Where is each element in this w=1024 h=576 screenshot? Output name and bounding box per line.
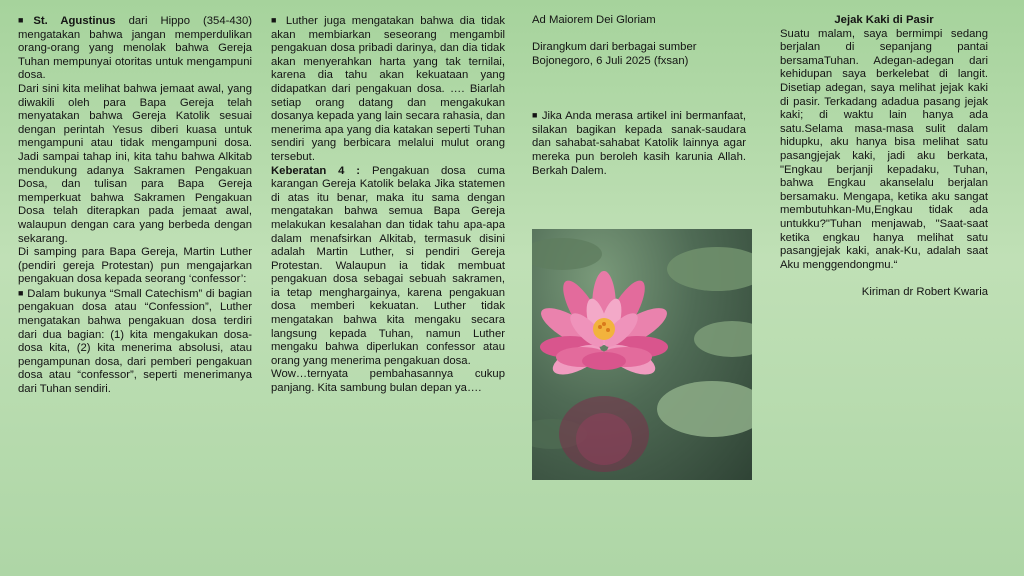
article-column-1 [18, 14, 252, 397]
paragraph-church-fathers: Dari sini kita melihat bahwa jemaat awal, yang diwakili oleh para Bapa Gereja telah menyatakan bahwa Gereja Katolik sesuai dengan perintah Yesus diberi kuasa untuk mengampuni atau tidak mengampuni dosa. Jadi sampai tahap ini, kita tahu bahwa Alkitab mendukung adanya Sakramen Pengakuan Dosa, dan tulisan para Bapa Gereja memperkuat bahwa Sakramen Pengakuan Dosa telah diterapkan pada jemaat awal, walaupun dengan cara yang berbeda dengan sekarang. [18, 82, 252, 245]
story-column [780, 14, 988, 299]
story-credit: Kiriman dr Robert Kwaria [861, 285, 988, 298]
square-bullet-icon: ■ [18, 15, 34, 25]
lotus-flower-photo [532, 229, 752, 480]
story-title: Jejak Kaki di Pasir [834, 14, 934, 26]
place-date: Bojonegoro, 6 Juli 2025 (fxsan) [532, 54, 689, 67]
article-column-3 [532, 14, 746, 178]
paragraph-luther-intro: Di samping para Bapa Gereja, Martin Luther (pendiri gereja Protestan) pun mengajarkan pengakuan dosa kepada seorang ‘confessor’: [18, 246, 252, 286]
motto: Ad Maiorem Dei Gloriam [532, 14, 656, 26]
story-text: Suatu malam, saya bermimpi sedang berjalan di sepanjang pantai bersamaTuhan. Adegan-adegan dari kehidupan saya berkelebat di langit. Disetiap adegan, saya melihat jejak kaki di pasir. Terkadang adadua pasang jejak kaki; di waktu lain hanya ada satu.Selama masa-masa sulit dalam hidupku, aku hanya bisa melihat satu pasangjejak kaki, jadi aku berkata, "Engkau berjanji kepadaku, Tuhan, bahwa Engkau akanselalu berjalan bersamaku. Mengapa, ketika aku sangat membutuhkan-Mu,Engkau tidak ada untukku?"Tuhan menjawab, "Saat-saat ketika engkau hanya melihat satu pasangjejak kaki, anak-Ku, adalah saat Aku menggendongmu.“ [780, 27, 988, 271]
paragraph-objection-4: Keberatan 4 : Pengakuan dosa cuma karangan Gereja Katolik belaka Jika statemen di atas itu benar, maka itu sama dengan mengatakan bahwa semua Bapa Gereja melakukan kesalahan dan tidak tahu apa-apa dalam menafsirkan Alkitab, termasuk disini adalah Martin Luther, si pendiri Gereja Protestan. Walaupun ia tidak membuat pengakuan dosa sebagai sebuah sakramen, ia tetap menghargainya, karena pengakuan dosa memberi kekuatan. Luther tidak mengatakan bahwa kita mengaku secara langsung kepada Tuhan, namun Luther mengaku bahwa diperlukan confessor atau orang yang menerima pengakuan dosa. [271, 164, 505, 367]
article-column-2 [271, 14, 505, 396]
paragraph-closing: Wow…ternyata pembahasannya cukup panjang. Kita sambung bulan depan ya…. [271, 368, 505, 395]
paragraph-augustine: ■St. Agustinus dari Hippo (354-430) mengatakan bahwa jangan memperdulikan orang-orang yang menolak bahwa Gereja Tuhan mempunyai otoritas untuk mengampuni dosa. [18, 15, 252, 82]
compiled-note: Dirangkum dari berbagai sumber [532, 41, 697, 54]
square-bullet-icon: ■ [271, 15, 280, 25]
share-paragraph: ■ Jika Anda merasa artikel ini bermanfaat, silakan bagikan kepada sanak-saudara dan sahabat-sahabat Katolik lainnya agar mereka pun beroleh kasih karunia Allah. Berkah Dalem. [532, 110, 746, 177]
lotus-flower-illustration [532, 229, 752, 480]
augustine-name: St. Agustinus [33, 15, 116, 27]
square-bullet-icon: ■ [18, 287, 24, 298]
paragraph-small-catechism: ■ Dalam bukunya “Small Catechism” di bagian pengakuan dosa atau “Confession”, Luther mengatakan bahwa pengakuan dosa terdiri dari dua bagian: (1) kita mengakukan dosa-dosa kita, (2) kita menerima absolusi, atau pengampunan dosa, dari pemberi pengakuan dosa atau “confessor”, seperti menerimanya dari Tuhan sendiri. [18, 287, 252, 396]
square-bullet-icon: ■ [532, 110, 539, 121]
paragraph-luther-confession: ■ Luther juga mengatakan bahwa dia tidak akan membiarkan seseorang mengambil pengakuan dosa pribadi darinya, dan dia tidak akan menyerahkan harta yang tak ternilai, karena dia tahu akan kekuataan yang didapatkan dari pengakuan dosa. …. Biarlah setiap orang datang dan mengakukan dosanya kepada yang lain secara rahasia, dan menerima apa yang dia katakan seperti Tuhan sendiri yang berbicara melalui mulut orang tersebut. [271, 15, 506, 163]
objection-heading: Keberatan 4 : [271, 164, 361, 177]
